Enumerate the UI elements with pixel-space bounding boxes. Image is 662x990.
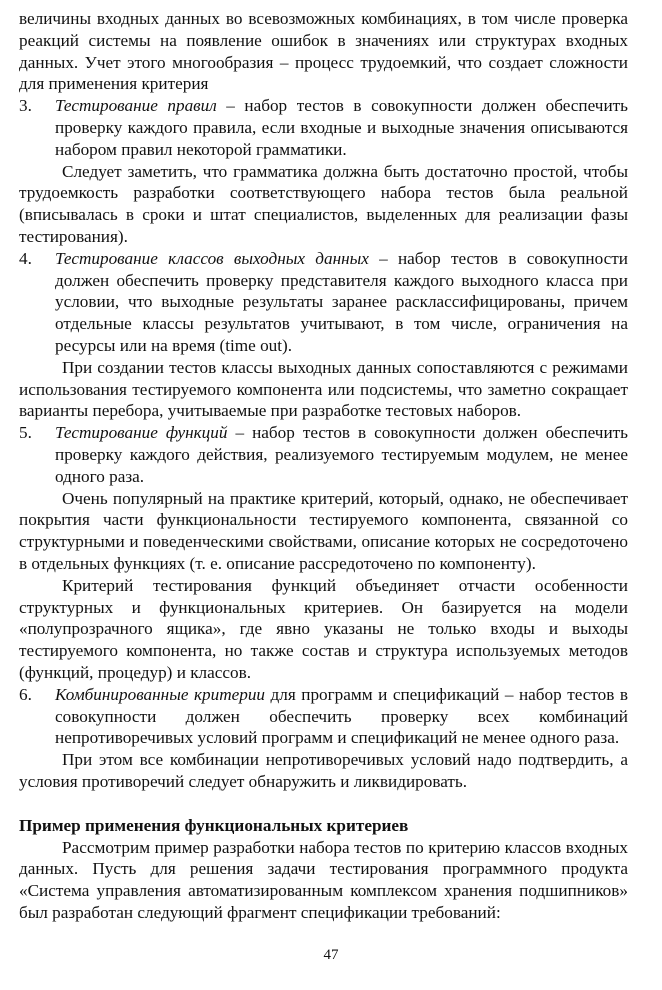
list-item-3	[19, 95, 628, 160]
page-number: 47	[323, 947, 339, 963]
list-number: 4.	[19, 248, 32, 268]
list-term: Тестирование классов выходных данных	[55, 248, 369, 268]
paragraph-output-classes: При создании тестов классы выходных данных сопоставляются с режимами использования тестируемого компонента или подсистемы, что заметно сокращает варианты перебора, учитываемые при разработке тестовых наборов.	[19, 357, 628, 421]
list-term: Тестирование функций	[55, 423, 228, 443]
list-number: 3.	[19, 96, 32, 116]
paragraph-intro: величины входных данных во всевозможных комбинациях, в том числе проверка реакций системы на появление ошибок в значениях или структурах входных данных. Учет этого многообразия – процесс трудоемкий, что создает сложности для применения критерия	[19, 9, 628, 94]
paragraph-combinations: При этом все комбинации непротиворечивых условий надо подтвердить, а условия противоречий следует обнаружить и ликвидировать.	[19, 750, 628, 791]
paragraph-criterion: Критерий тестирования функций объединяет отчасти особенности структурных и функциональных критериев. Он базируется на модели «полупрозрачного ящика», где явно указаны не только входы и выходы тестируемого компонента, но также состав и структура используемых методов (функций, процедур) и классов.	[19, 575, 628, 682]
list-item-4	[19, 248, 628, 357]
list-text: для программ и спецификаций – набор тестов в совокупности должен обеспечить проверку всех комбинаций непротиворечивых условий программ и спецификаций не менее одного раза.	[55, 684, 628, 748]
list-item-6	[19, 684, 628, 749]
list-text: – набор тестов в совокупности должен обеспечить проверку каждого действия, реализуемого тестируемым модулем, не менее одного раза.	[55, 423, 628, 486]
list-number: 6.	[19, 684, 32, 704]
paragraph-grammar: Следует заметить, что грамматика должна быть достаточно простой, чтобы трудоемкость разработки соответствующего набора тестов была реальной (вписывалась в сроки и штат специалистов, выделенных для реализации фазы тестирования).	[19, 161, 628, 246]
paragraph-popular: Очень популярный на практике критерий, который, однако, не обеспечивает покрытия части функциональности тестируемого компонента, связанной со структурными и поведенческими свойствами, описание которых не сосредоточено в отдельных функциях (т. е. описание рассредоточено по компоненту).	[19, 488, 628, 573]
list-text: – набор тестов в совокупности должен обеспечить проверку каждого правила, если входные и выходные значения описываются набором правил некоторой грамматики.	[55, 96, 628, 159]
list-item-5	[19, 422, 628, 487]
list-text: – набор тестов в совокупности должен обеспечить проверку представителя каждого выходного класса при условии, что выходные результаты заранее расклассифицированы, причем отдельные классы результатов учитывают, в том числе, ограничения на ресурсы или на время (time out).	[55, 248, 628, 355]
list-term: Комбинированные критерии	[55, 684, 266, 704]
paragraph-example: Рассмотрим пример разработки набора тестов по критерию классов входных данных. Пусть для решения задачи тестирования программного продукта «Система управления автоматизированным комплексом хранения подшипников» был разработан следующий фрагмент спецификации требований:	[19, 837, 628, 923]
list-term: Тестирование правил	[55, 96, 217, 116]
section-heading: Пример применения функциональных критериев	[19, 815, 409, 835]
list-number: 5.	[19, 423, 32, 443]
